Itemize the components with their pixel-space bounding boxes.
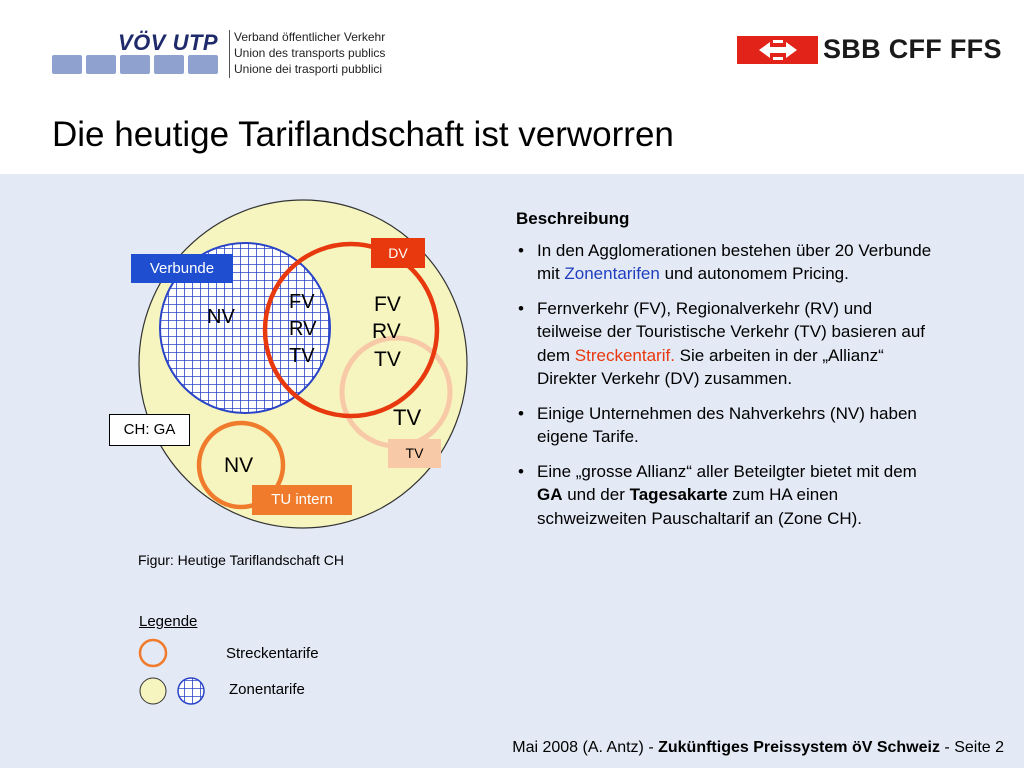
legend-strecken-icon: [140, 640, 166, 666]
figure-caption: Figur: Heutige Tariflandschaft CH: [138, 552, 344, 568]
legend-streckentarife: Streckentarife: [226, 645, 319, 662]
org-line-de: Verband öffentlicher Verkehr: [234, 30, 386, 44]
verbunde-label: Verbunde: [131, 254, 233, 283]
rv-text: RV: [372, 320, 401, 343]
tv-circle-text: TV: [393, 405, 422, 430]
zonentarife-highlight: Zonentarifen: [564, 264, 660, 283]
nv-zone-text: NV: [207, 306, 235, 328]
page-title: Die heutige Tariflandschaft ist verworren: [52, 115, 674, 154]
tv-box-label: TV: [388, 439, 441, 468]
ga-highlight: GA: [537, 485, 563, 504]
footer: Mai 2008 (A. Antz) - Zukünftiges Preissystem öV Schweiz - Seite 2: [512, 739, 1004, 756]
tageskarte-highlight: Tagesakarte: [629, 485, 728, 504]
legend-zone-yellow-icon: [140, 678, 166, 704]
bullet-grosse-allianz: • Eine „grosse Allianz“ aller Beteilgter bietet mit dem GA und der Tagesakarte zum HA einen schweizweiten Pauschaltarif an (Zone CH).: [516, 460, 936, 531]
org-line-it: Unione dei trasporti pubblici: [234, 62, 383, 76]
fv-text: FV: [374, 293, 401, 316]
footer-title: Zukünftiges Preissystem öV Schweiz: [658, 739, 940, 756]
legend-zonentarife: Zonentarife: [229, 681, 305, 698]
fv-inner-text: FV: [289, 291, 315, 313]
bullet-streckentarif: • Fernverkehr (FV), Regionalverkehr (RV) und teilweise der Touristische Verkehr (TV) basieren auf dem Streckentarif. Sie arbeiten in der „Allianz“ Direkter Verkehr (DV) zusammen.: [516, 297, 936, 391]
streckentarif-highlight: Streckentarif.: [574, 345, 675, 365]
bullet-nahverkehr: • Einige Unternehmen des Nahverkehrs (NV) haben eigene Tarife.: [516, 402, 936, 449]
voev-logo-text: VÖV UTP: [118, 30, 219, 55]
description-panel: [516, 207, 936, 541]
org-line-fr: Union des transports publics: [234, 46, 386, 60]
nv-small-text: NV: [224, 454, 254, 477]
rv-inner-text: RV: [289, 318, 317, 340]
sbb-logo-text: SBB CFF FFS: [823, 34, 1002, 64]
bullet-verbunde: • In den Agglomerationen bestehen über 20 Verbunde mit Zonentarifen und autonomem Pricing.: [516, 239, 936, 286]
legend-zone-grid-icon: [178, 678, 204, 704]
dv-label: DV: [371, 238, 425, 268]
tu-intern-label: TU intern: [252, 485, 352, 515]
tv-text: TV: [374, 348, 401, 371]
legend-title: Legende: [139, 613, 198, 630]
ch-ga-label: CH: GA: [109, 414, 190, 446]
tv-inner-text: TV: [289, 345, 315, 367]
description-heading: Beschreibung: [516, 209, 630, 228]
